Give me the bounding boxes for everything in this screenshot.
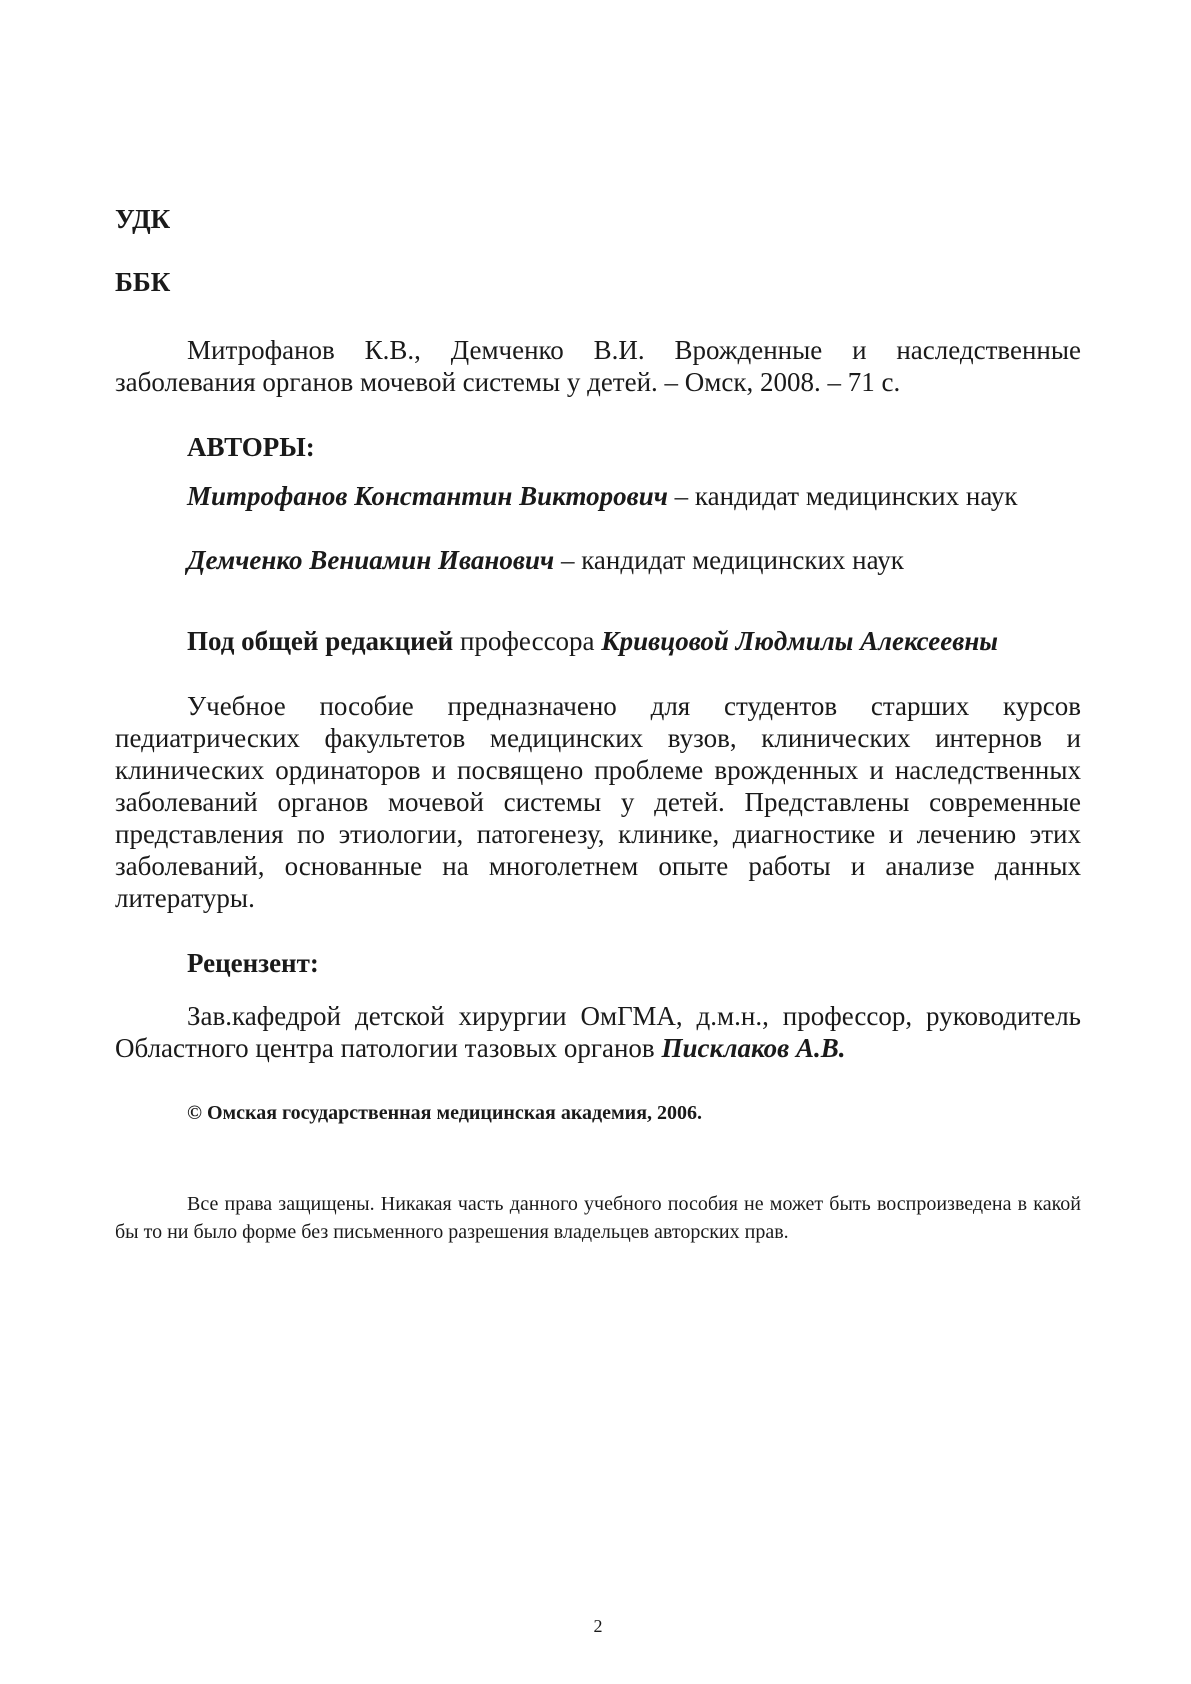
page-number: 2: [593, 1616, 603, 1636]
document-page: [115, 0, 1081, 1684]
author-entry: [187, 544, 904, 576]
rights-notice: Все права защищены. Никакая часть данного учебного пособия не может быть воспроизведена в какой бы то ни было форме без письменного разрешения владельцев авторских прав.: [115, 1193, 1081, 1243]
bbk-label: ББК: [115, 267, 171, 297]
annotation-paragraph: Учебное пособие предназначено для студентов старших курсов педиатрических факультетов медицинских вузов, клинических интернов и клинических ординаторов и посвящено проблеме врожденных и наследственных заболеваний органов мочевой системы у детей. Представлены современные представления по этиологии, патогенезу, клинике, диагностике и лечению этих заболеваний, основанные на многолетнем опыте работы и анализе данных литературы.: [115, 691, 1081, 913]
authors-heading: АВТОРЫ:: [187, 432, 315, 462]
udk-label: УДК: [115, 204, 171, 234]
reviewer-name: Писклаков А.В.: [661, 1033, 846, 1063]
copyright-notice: © Омская государственная медицинская академия, 2006.: [187, 1102, 703, 1124]
editor-name: Кривцовой Людмилы Алексеевны: [601, 626, 999, 656]
reviewer-text: Зав.кафедрой детской хирургии ОмГМА, д.м.н., профессор, руководитель Областного центра патологии тазовых органов: [115, 1001, 1081, 1063]
author-name: Митрофанов Константин Викторович: [187, 481, 668, 511]
editor-role: профессора: [453, 626, 602, 656]
bibliographic-entry: Митрофанов К.В., Демченко В.И. Врожденные и наследственные заболевания органов мочевой системы у детей. – Омск, 2008. – 71 с.: [115, 335, 1081, 397]
author-name: Демченко Вениамин Иванович: [187, 545, 555, 575]
reviewer-heading: Рецензент:: [187, 948, 319, 978]
reviewer-paragraph: [115, 1000, 1081, 1064]
author-title: – кандидат медицинских наук: [554, 545, 904, 575]
editor-line: [187, 625, 998, 657]
author-entry: [187, 480, 1018, 512]
author-title: – кандидат медицинских наук: [667, 481, 1018, 511]
editor-prefix: Под общей редакцией: [187, 626, 454, 656]
